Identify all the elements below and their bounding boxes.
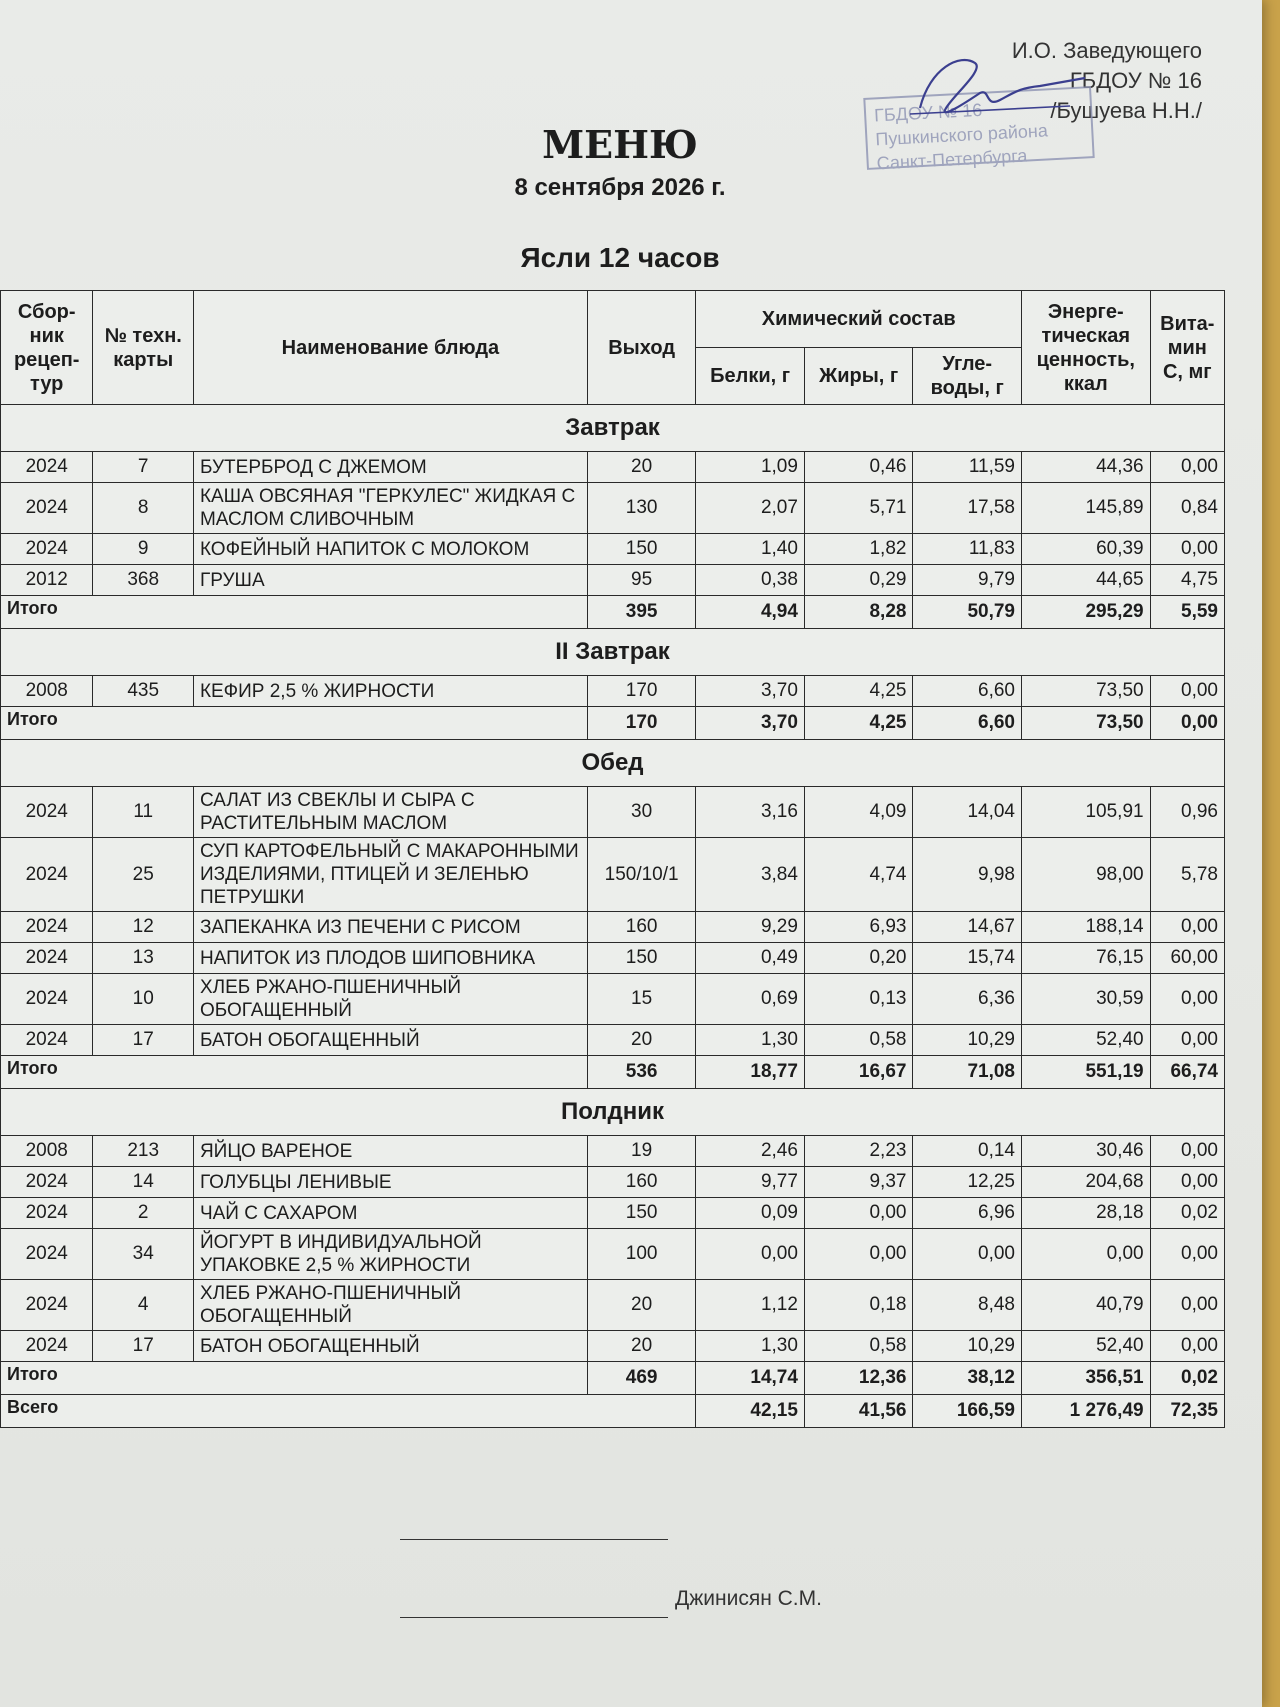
cell-dish-name: ГОЛУБЦЫ ЛЕНИВЫЕ <box>193 1167 587 1198</box>
cell-collection: 2024 <box>1 1229 93 1280</box>
cell-protein: 3,84 <box>696 838 805 912</box>
cell-collection: 2008 <box>1 1136 93 1167</box>
table-row <box>1 452 1225 483</box>
approval-org: ГБДОУ № 16 <box>1069 68 1202 93</box>
cell-energy: 105,91 <box>1021 787 1150 838</box>
cell-card: 368 <box>93 565 193 596</box>
cell-energy: 60,39 <box>1021 534 1150 565</box>
cell-fat: 2,23 <box>804 1136 913 1167</box>
cell-protein: 1,40 <box>696 534 805 565</box>
total-fat: 4,25 <box>804 707 913 740</box>
cell-carbs: 11,59 <box>913 452 1022 483</box>
cell-energy: 98,00 <box>1021 838 1150 912</box>
cell-energy: 44,65 <box>1021 565 1150 596</box>
cell-fat: 0,13 <box>804 974 913 1025</box>
cell-card: 4 <box>93 1280 193 1331</box>
total-protein: 14,74 <box>696 1362 805 1395</box>
cell-energy: 145,89 <box>1021 483 1150 534</box>
total-row <box>1 1362 1225 1395</box>
cell-collection: 2024 <box>1 838 93 912</box>
total-fat: 8,28 <box>804 596 913 629</box>
total-energy: 356,51 <box>1021 1362 1150 1395</box>
cell-output: 95 <box>587 565 696 596</box>
cell-dish-name: ГРУША <box>193 565 587 596</box>
cell-protein: 3,70 <box>696 676 805 707</box>
cell-output: 170 <box>587 676 696 707</box>
cell-collection: 2024 <box>1 1025 93 1056</box>
approval-position: И.О. Заведующего <box>1011 38 1202 63</box>
total-energy: 551,19 <box>1021 1056 1150 1089</box>
cell-card: 11 <box>93 787 193 838</box>
cell-vitamin: 0,00 <box>1150 452 1224 483</box>
cell-card: 34 <box>93 1229 193 1280</box>
cell-card: 13 <box>93 943 193 974</box>
cell-output: 130 <box>587 483 696 534</box>
table-row <box>1 483 1225 534</box>
stamp-line: ГБДОУ № 16 <box>873 99 983 126</box>
cell-carbs: 17,58 <box>913 483 1022 534</box>
cell-energy: 0,00 <box>1021 1229 1150 1280</box>
cell-collection: 2024 <box>1 1331 93 1362</box>
cell-protein: 0,49 <box>696 943 805 974</box>
cell-card: 7 <box>93 452 193 483</box>
cell-collection: 2008 <box>1 676 93 707</box>
cell-energy: 40,79 <box>1021 1280 1150 1331</box>
cell-vitamin: 0,00 <box>1150 676 1224 707</box>
cell-output: 15 <box>587 974 696 1025</box>
cell-carbs: 8,48 <box>913 1280 1022 1331</box>
header-card: № техн. карты <box>93 291 193 405</box>
cell-dish-name: ЗАПЕКАНКА ИЗ ПЕЧЕНИ С РИСОМ <box>193 912 587 943</box>
cell-carbs: 6,36 <box>913 974 1022 1025</box>
cell-output: 150/10/1 <box>587 838 696 912</box>
cell-card: 9 <box>93 534 193 565</box>
header-output: Выход <box>587 291 696 405</box>
cell-vitamin: 0,00 <box>1150 1331 1224 1362</box>
total-vitamin: 0,02 <box>1150 1362 1224 1395</box>
cell-vitamin: 0,00 <box>1150 974 1224 1025</box>
grand-total-protein: 42,15 <box>696 1395 805 1428</box>
signature-mark <box>890 48 1090 128</box>
cell-vitamin: 0,00 <box>1150 912 1224 943</box>
cell-card: 17 <box>93 1025 193 1056</box>
cell-output: 150 <box>587 534 696 565</box>
cell-vitamin: 0,00 <box>1150 534 1224 565</box>
page-title: МЕНЮ <box>542 122 698 167</box>
grand-total-carbs: 166,59 <box>913 1395 1022 1428</box>
cell-energy: 44,36 <box>1021 452 1150 483</box>
cell-collection: 2024 <box>1 1198 93 1229</box>
table-row <box>1 1198 1225 1229</box>
cell-dish-name: КАША ОВСЯНАЯ "ГЕРКУЛЕС" ЖИДКАЯ С МАСЛОМ СЛИВОЧНЫМ <box>193 483 587 534</box>
cell-fat: 0,00 <box>804 1229 913 1280</box>
cell-card: 14 <box>93 1167 193 1198</box>
signature-line <box>400 1617 668 1618</box>
table-row <box>1 838 1225 912</box>
cell-collection: 2024 <box>1 483 93 534</box>
stamp-line: Санкт-Петербурга <box>876 145 1028 174</box>
cell-energy: 52,40 <box>1021 1331 1150 1362</box>
grand-total-fat: 41,56 <box>804 1395 913 1428</box>
header-energy: Энерге-тическая ценность, ккал <box>1021 291 1150 405</box>
stamp-line: Пушкинского района <box>874 120 1049 150</box>
table-row <box>1 565 1225 596</box>
cell-energy: 76,15 <box>1021 943 1150 974</box>
cell-dish-name: БАТОН ОБОГАЩЕННЫЙ <box>193 1025 587 1056</box>
cell-fat: 4,09 <box>804 787 913 838</box>
cell-fat: 4,25 <box>804 676 913 707</box>
menu-table <box>0 290 1225 1428</box>
cell-fat: 0,00 <box>804 1198 913 1229</box>
cell-collection: 2024 <box>1 974 93 1025</box>
cell-carbs: 14,04 <box>913 787 1022 838</box>
cell-dish-name: БАТОН ОБОГАЩЕННЫЙ <box>193 1331 587 1362</box>
section-header <box>1 1089 1225 1136</box>
cell-card: 25 <box>93 838 193 912</box>
cell-protein: 3,16 <box>696 787 805 838</box>
cell-energy: 188,14 <box>1021 912 1150 943</box>
cell-collection: 2024 <box>1 1167 93 1198</box>
table-row <box>1 974 1225 1025</box>
table-row <box>1 1167 1225 1198</box>
cell-card: 12 <box>93 912 193 943</box>
table-row <box>1 1331 1225 1362</box>
cell-collection: 2024 <box>1 534 93 565</box>
cell-vitamin: 0,00 <box>1150 1280 1224 1331</box>
cell-fat: 4,74 <box>804 838 913 912</box>
cell-protein: 9,29 <box>696 912 805 943</box>
cell-output: 150 <box>587 943 696 974</box>
table-row <box>1 1136 1225 1167</box>
total-output: 536 <box>587 1056 696 1089</box>
table-row <box>1 912 1225 943</box>
cell-carbs: 11,83 <box>913 534 1022 565</box>
cell-energy: 30,46 <box>1021 1136 1150 1167</box>
cell-vitamin: 0,00 <box>1150 1025 1224 1056</box>
cell-carbs: 0,14 <box>913 1136 1022 1167</box>
grand-total-energy: 1 276,49 <box>1021 1395 1150 1428</box>
total-label: Итого <box>1 1056 588 1089</box>
cell-fat: 0,18 <box>804 1280 913 1331</box>
cell-protein: 0,00 <box>696 1229 805 1280</box>
table-row <box>1 1280 1225 1331</box>
total-vitamin: 5,59 <box>1150 596 1224 629</box>
total-label: Итого <box>1 1362 588 1395</box>
cell-output: 160 <box>587 912 696 943</box>
cell-collection: 2012 <box>1 565 93 596</box>
cell-card: 2 <box>93 1198 193 1229</box>
total-vitamin: 66,74 <box>1150 1056 1224 1089</box>
header-vitamin: Вита-мин С, мг <box>1150 291 1224 405</box>
grand-total-vitamin: 72,35 <box>1150 1395 1224 1428</box>
total-fat: 16,67 <box>804 1056 913 1089</box>
table-row <box>1 1025 1225 1056</box>
menu-date: 8 сентября 2026 г. <box>514 174 726 201</box>
cell-carbs: 10,29 <box>913 1025 1022 1056</box>
section-title: Завтрак <box>1 405 1225 452</box>
cell-dish-name: ХЛЕБ РЖАНО-ПШЕНИЧНЫЙ ОБОГАЩЕННЫЙ <box>193 1280 587 1331</box>
header-collection: Сбор-ник рецеп-тур <box>1 291 93 405</box>
cell-carbs: 0,00 <box>913 1229 1022 1280</box>
total-output: 469 <box>587 1362 696 1395</box>
cell-card: 8 <box>93 483 193 534</box>
total-protein: 18,77 <box>696 1056 805 1089</box>
total-label: Итого <box>1 596 588 629</box>
total-carbs: 38,12 <box>913 1362 1022 1395</box>
cell-dish-name: СУП КАРТОФЕЛЬНЫЙ С МАКАРОННЫМИ ИЗДЕЛИЯМИ, ПТИЦЕЙ И ЗЕЛЕНЬЮ ПЕТРУШКИ <box>193 838 587 912</box>
cell-fat: 0,46 <box>804 452 913 483</box>
cell-carbs: 6,96 <box>913 1198 1022 1229</box>
table-row <box>1 943 1225 974</box>
cell-output: 30 <box>587 787 696 838</box>
total-vitamin: 0,00 <box>1150 707 1224 740</box>
cell-fat: 0,20 <box>804 943 913 974</box>
cell-energy: 30,59 <box>1021 974 1150 1025</box>
cell-output: 20 <box>587 452 696 483</box>
table-row <box>1 534 1225 565</box>
cell-energy: 28,18 <box>1021 1198 1150 1229</box>
cell-dish-name: ЙОГУРТ В ИНДИВИДУАЛЬНОЙ УПАКОВКЕ 2,5 % ЖИРНОСТИ <box>193 1229 587 1280</box>
cell-protein: 1,12 <box>696 1280 805 1331</box>
cell-card: 213 <box>93 1136 193 1167</box>
cell-output: 100 <box>587 1229 696 1280</box>
cell-protein: 1,30 <box>696 1025 805 1056</box>
cell-carbs: 15,74 <box>913 943 1022 974</box>
header-protein: Белки, г <box>696 348 805 405</box>
approval-name: /Бушуева Н.Н./ <box>1050 98 1202 123</box>
cell-collection: 2024 <box>1 943 93 974</box>
total-label: Итого <box>1 707 588 740</box>
cell-output: 20 <box>587 1280 696 1331</box>
cell-vitamin: 0,02 <box>1150 1198 1224 1229</box>
section-title: Обед <box>1 740 1225 787</box>
header-name: Наименование блюда <box>193 291 587 405</box>
total-fat: 12,36 <box>804 1362 913 1395</box>
section-title: Полдник <box>1 1089 1225 1136</box>
cell-fat: 9,37 <box>804 1167 913 1198</box>
cell-card: 17 <box>93 1331 193 1362</box>
cell-output: 19 <box>587 1136 696 1167</box>
total-carbs: 6,60 <box>913 707 1022 740</box>
total-row <box>1 1056 1225 1089</box>
total-protein: 3,70 <box>696 707 805 740</box>
menu-group: Ясли 12 часов <box>520 242 720 273</box>
total-carbs: 50,79 <box>913 596 1022 629</box>
cell-dish-name: КЕФИР 2,5 % ЖИРНОСТИ <box>193 676 587 707</box>
total-output: 395 <box>587 596 696 629</box>
table-row <box>1 1229 1225 1280</box>
cell-card: 435 <box>93 676 193 707</box>
cell-protein: 9,77 <box>696 1167 805 1198</box>
cell-carbs: 12,25 <box>913 1167 1022 1198</box>
total-protein: 4,94 <box>696 596 805 629</box>
cell-dish-name: ЧАЙ С САХАРОМ <box>193 1198 587 1229</box>
cell-vitamin: 0,00 <box>1150 1229 1224 1280</box>
grand-total-row <box>1 1395 1225 1428</box>
cell-collection: 2024 <box>1 1280 93 1331</box>
signature-line <box>400 1539 668 1540</box>
grand-total-label: Всего <box>1 1395 696 1428</box>
cell-fat: 5,71 <box>804 483 913 534</box>
cell-dish-name: БУТЕРБРОД С ДЖЕМОМ <box>193 452 587 483</box>
cell-collection: 2024 <box>1 787 93 838</box>
cell-fat: 0,58 <box>804 1331 913 1362</box>
cell-dish-name: НАПИТОК ИЗ ПЛОДОВ ШИПОВНИКА <box>193 943 587 974</box>
cell-protein: 0,09 <box>696 1198 805 1229</box>
section-header <box>1 629 1225 676</box>
total-row <box>1 707 1225 740</box>
cell-output: 20 <box>587 1025 696 1056</box>
total-energy: 295,29 <box>1021 596 1150 629</box>
cell-carbs: 10,29 <box>913 1331 1022 1362</box>
cell-protein: 2,07 <box>696 483 805 534</box>
cell-vitamin: 5,78 <box>1150 838 1224 912</box>
cell-fat: 0,58 <box>804 1025 913 1056</box>
cell-dish-name: КОФЕЙНЫЙ НАПИТОК С МОЛОКОМ <box>193 534 587 565</box>
cell-protein: 1,09 <box>696 452 805 483</box>
total-carbs: 71,08 <box>913 1056 1022 1089</box>
cell-energy: 204,68 <box>1021 1167 1150 1198</box>
cell-carbs: 6,60 <box>913 676 1022 707</box>
total-row <box>1 596 1225 629</box>
cell-output: 160 <box>587 1167 696 1198</box>
signatory-name: Джинисян С.М. <box>675 1587 822 1610</box>
cell-output: 20 <box>587 1331 696 1362</box>
cell-vitamin: 60,00 <box>1150 943 1224 974</box>
cell-collection: 2024 <box>1 912 93 943</box>
cell-protein: 0,38 <box>696 565 805 596</box>
cell-carbs: 14,67 <box>913 912 1022 943</box>
cell-fat: 1,82 <box>804 534 913 565</box>
cell-dish-name: ХЛЕБ РЖАНО-ПШЕНИЧНЫЙ ОБОГАЩЕННЫЙ <box>193 974 587 1025</box>
total-output: 170 <box>587 707 696 740</box>
cell-protein: 2,46 <box>696 1136 805 1167</box>
cell-dish-name: САЛАТ ИЗ СВЕКЛЫ И СЫРА С РАСТИТЕЛЬНЫМ МАСЛОМ <box>193 787 587 838</box>
cell-vitamin: 4,75 <box>1150 565 1224 596</box>
cell-energy: 73,50 <box>1021 676 1150 707</box>
table-row <box>1 676 1225 707</box>
cell-vitamin: 0,00 <box>1150 1167 1224 1198</box>
cell-collection: 2024 <box>1 452 93 483</box>
cell-protein: 0,69 <box>696 974 805 1025</box>
cell-protein: 1,30 <box>696 1331 805 1362</box>
section-title: II Завтрак <box>1 629 1225 676</box>
cell-energy: 52,40 <box>1021 1025 1150 1056</box>
cell-card: 10 <box>93 974 193 1025</box>
header-fat: Жиры, г <box>804 348 913 405</box>
cell-output: 150 <box>587 1198 696 1229</box>
cell-vitamin: 0,96 <box>1150 787 1224 838</box>
cell-carbs: 9,98 <box>913 838 1022 912</box>
header-chem: Химический состав <box>696 291 1022 348</box>
section-header <box>1 740 1225 787</box>
total-energy: 73,50 <box>1021 707 1150 740</box>
cell-vitamin: 0,00 <box>1150 1136 1224 1167</box>
menu-body <box>1 405 1225 1428</box>
cell-vitamin: 0,84 <box>1150 483 1224 534</box>
table-row <box>1 787 1225 838</box>
cell-fat: 0,29 <box>804 565 913 596</box>
section-header <box>1 405 1225 452</box>
header-carbs: Угле-воды, г <box>913 348 1022 405</box>
cell-dish-name: ЯЙЦО ВАРЕНОЕ <box>193 1136 587 1167</box>
cell-fat: 6,93 <box>804 912 913 943</box>
cell-carbs: 9,79 <box>913 565 1022 596</box>
